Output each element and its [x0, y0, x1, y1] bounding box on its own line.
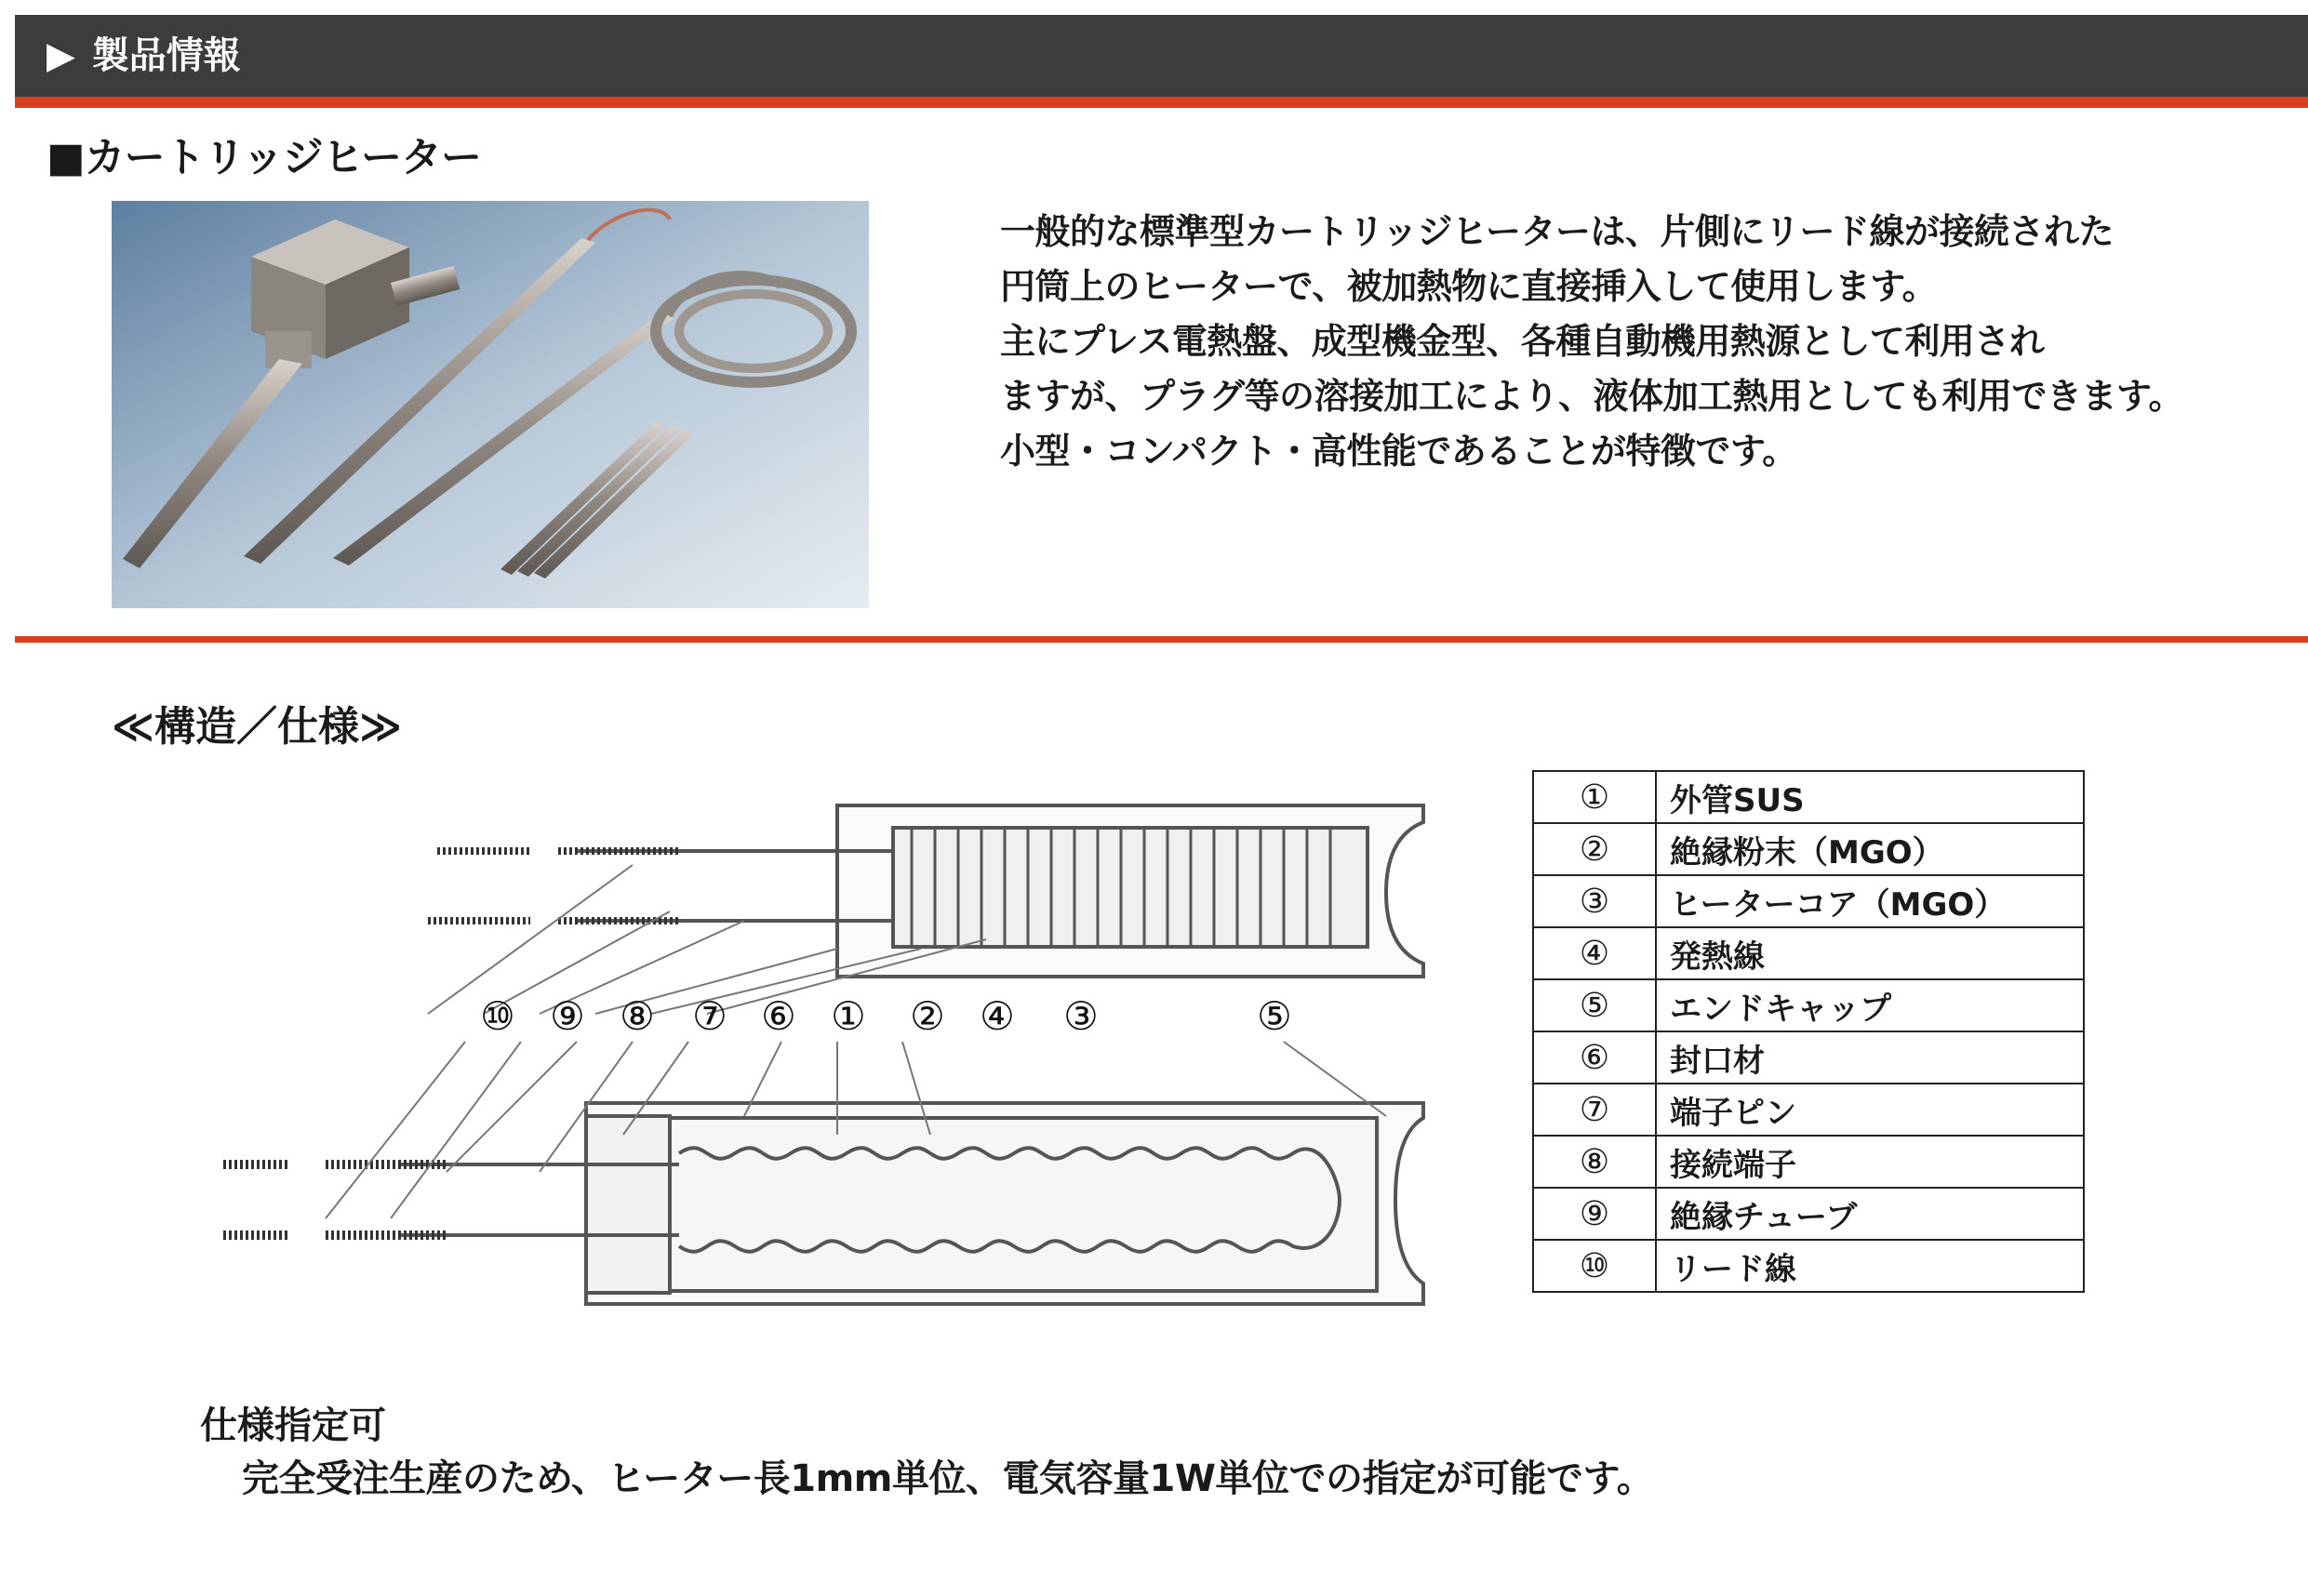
part-name: 接続端子 [1656, 1136, 2084, 1188]
section-title [47, 28, 241, 84]
table-row [1533, 1084, 2084, 1136]
part-number: ③ [1533, 875, 1656, 927]
callout-number: ② [910, 993, 945, 1039]
part-number: ⑨ [1533, 1188, 1656, 1240]
description-line: ますが、プラグ等の溶接加工により、液体加工熱用としても利用できます。 [1000, 376, 2183, 417]
table-row [1533, 1188, 2084, 1240]
table-row [1533, 875, 2084, 927]
part-number: ② [1533, 823, 1656, 875]
part-name: 端子ピン [1656, 1084, 2084, 1136]
part-name: エンドキャップ [1656, 979, 2084, 1031]
callout-number: ③ [1063, 993, 1099, 1039]
spec-text: 完全受注生産のため、ヒーター長1mm単位、電気容量1W単位での指定が可能です。 [242, 1457, 1654, 1500]
part-number: ⑥ [1533, 1031, 1656, 1084]
spec-label: 仕様指定可 [200, 1404, 386, 1447]
table-row [1533, 1031, 2084, 1084]
play-triangle-icon: ▶ [47, 34, 75, 77]
table-row [1533, 979, 2084, 1031]
product-photo [112, 201, 869, 608]
table-row [1533, 771, 2084, 823]
callout-number: ⑨ [550, 993, 585, 1039]
table-row [1533, 927, 2084, 979]
product-description [1000, 205, 2302, 479]
structure-heading: ≪構造／仕様≫ [112, 703, 403, 751]
part-number: ① [1533, 771, 1656, 823]
section-divider [15, 636, 2308, 643]
part-name: 絶縁粉末（MGO） [1656, 823, 2084, 875]
description-line: 一般的な標準型カートリッジヒーターは、片側にリード線が接続された [1000, 211, 2114, 252]
heater-cross-section-diagram [186, 781, 1470, 1339]
cartridge-heater-photo [112, 201, 869, 608]
part-name: 外管SUS [1656, 771, 2084, 823]
part-number: ④ [1533, 927, 1656, 979]
parts-table [1532, 770, 2085, 1293]
header-accent-line [15, 97, 2308, 108]
product-heading: ■カートリッジヒーター [47, 134, 482, 181]
callout-number: ① [831, 993, 866, 1039]
callout-number: ⑩ [480, 993, 515, 1039]
callout-number: ⑧ [620, 993, 655, 1039]
part-name: 絶縁チューブ [1656, 1188, 2084, 1240]
callout-number: ④ [980, 993, 1015, 1039]
description-line: 主にプレス電熱盤、成型機金型、各種自動機用熱源として利用され [1000, 321, 2045, 362]
callout-number: ⑦ [692, 993, 727, 1039]
table-row [1533, 823, 2084, 875]
description-line: 小型・コンパクト・高性能であることが特徴です。 [1000, 431, 1797, 472]
part-number: ⑩ [1533, 1240, 1656, 1292]
table-row [1533, 1136, 2084, 1188]
part-number: ⑤ [1533, 979, 1656, 1031]
section-title-text: 製品情報 [91, 34, 241, 77]
description-line: 円筒上のヒーターで、被加熱物に直接挿入して使用します。 [1000, 266, 1938, 307]
callout-number: ⑤ [1257, 993, 1292, 1039]
callout-number: ⑥ [761, 993, 796, 1039]
part-name: 封口材 [1656, 1031, 2084, 1084]
part-name: ヒーターコア（MGO） [1656, 875, 2084, 927]
part-number: ⑦ [1533, 1084, 1656, 1136]
part-name: 発熱線 [1656, 927, 2084, 979]
part-name: リード線 [1656, 1240, 2084, 1292]
part-number: ⑧ [1533, 1136, 1656, 1188]
section-header-bar [15, 15, 2308, 97]
structure-diagram [186, 781, 1470, 1339]
table-row [1533, 1240, 2084, 1292]
